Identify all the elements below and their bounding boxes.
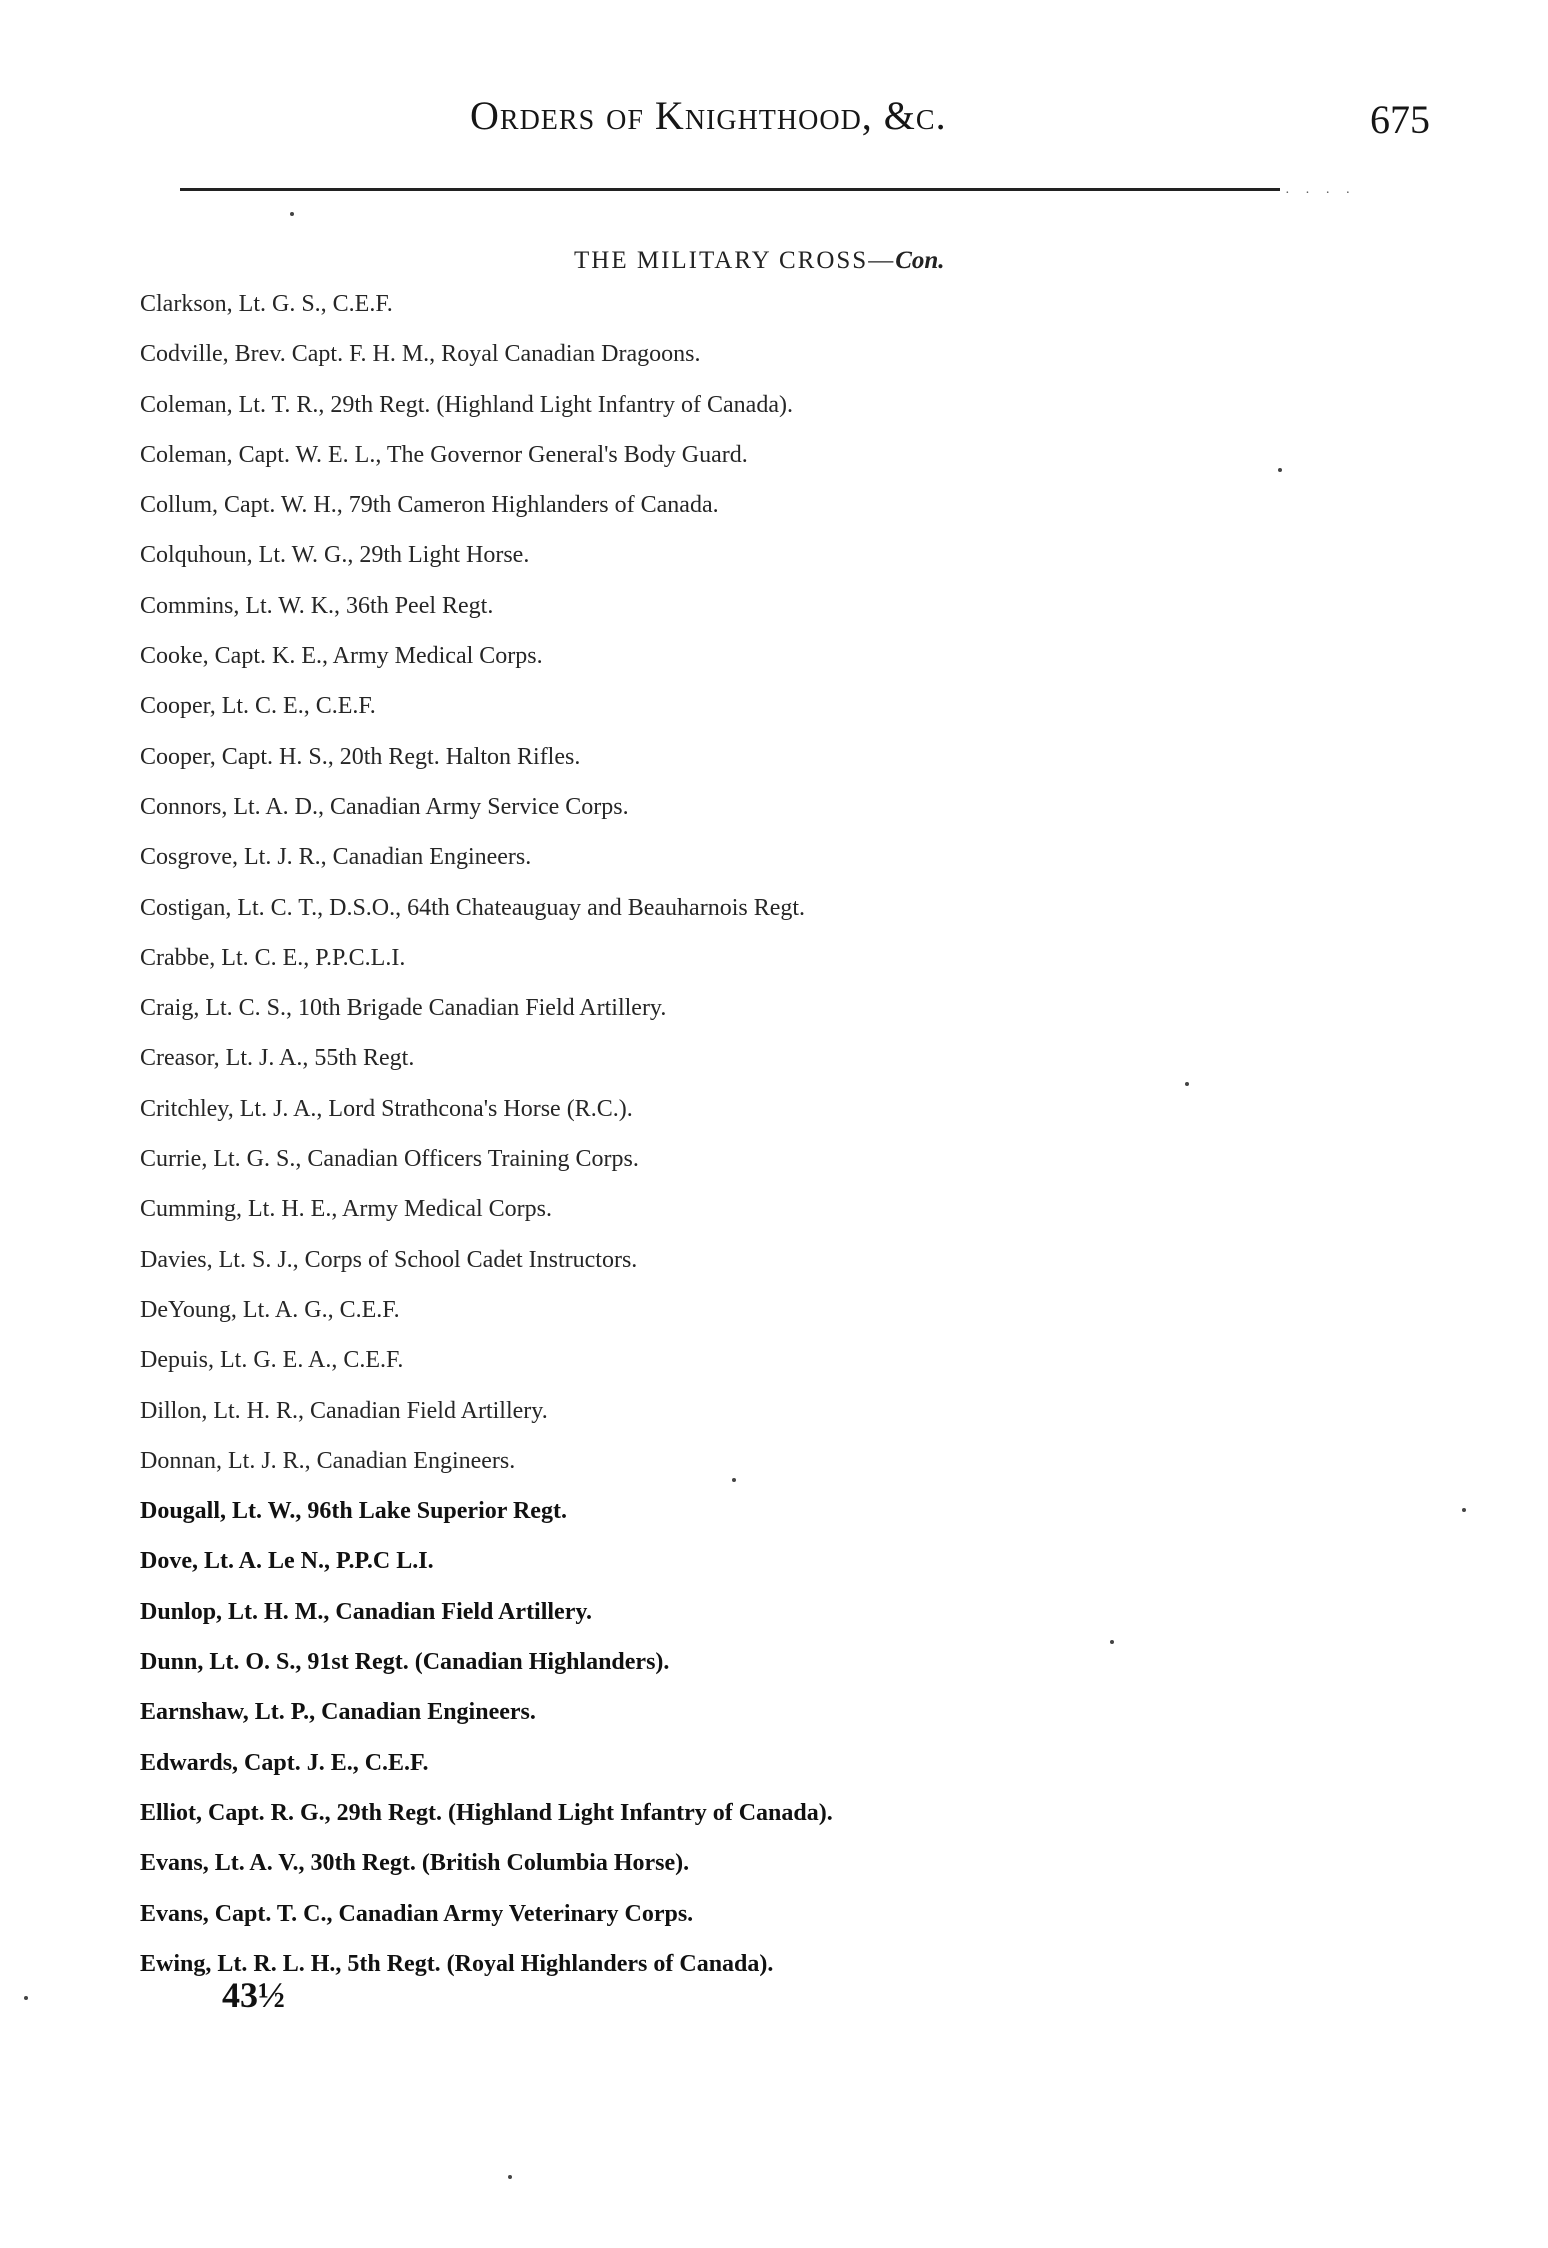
list-item: Clarkson, Lt. G. S., C.E.F. [140,291,393,317]
list-item: Cooper, Capt. H. S., 20th Regt. Halton Rifles. [140,743,581,770]
list-item: Donnan, Lt. J. R., Canadian Engineers. [140,1447,516,1474]
list-item: Cooper, Lt. C. E., C.E.F. [140,693,376,720]
header-rule-dots: · · · · [1285,186,1357,201]
list-item: Dove, Lt. A. Le N., P.P.C L.I. [140,1548,434,1575]
scan-speck [24,1996,28,2000]
scan-speck [290,212,294,216]
list-item: Ewing, Lt. R. L. H., 5th Regt. (Royal Highlanders of Canada). [140,1950,774,1977]
entry-list [140,284,1320,1994]
list-item: Costigan, Lt. C. T., D.S.O., 64th Chateauguay and Beauharnois Regt. [140,894,806,921]
list-item: Coleman, Capt. W. E. L., The Governor General's Body Guard. [140,441,748,468]
section-title-text: THE MILITARY CROSS— [574,247,896,274]
list-item: Elliot, Capt. R. G., 29th Regt. (Highland Light Infantry of Canada). [140,1799,833,1826]
scan-speck [1185,1082,1189,1086]
scan-speck [1110,1640,1114,1644]
scan-speck [508,2175,512,2179]
list-item: Earnshaw, Lt. P., Canadian Engineers. [140,1699,536,1726]
list-item: Creasor, Lt. J. A., 55th Regt. [140,1045,415,1072]
list-item: Edwards, Capt. J. E., C.E.F. [140,1749,429,1776]
list-item: Collum, Capt. W. H., 79th Cameron Highlanders of Canada. [140,492,719,519]
list-item: Coleman, Lt. T. R., 29th Regt. (Highland Light Infantry of Canada). [140,391,793,418]
scan-speck [1462,1508,1466,1512]
list-item: Colquhoun, Lt. W. G., 29th Light Horse. [140,542,530,569]
signature-mark: 43½ [222,1975,285,2015]
list-item: Connors, Lt. A. D., Canadian Army Service Corps. [140,793,629,820]
list-item: Codville, Brev. Capt. F. H. M., Royal Canadian Dragoons. [140,341,701,368]
list-item: Dillon, Lt. H. R., Canadian Field Artillery. [140,1397,548,1424]
list-item: Evans, Lt. A. V., 30th Regt. (British Columbia Horse). [140,1850,690,1877]
section-title [574,247,945,275]
list-item: Craig, Lt. C. S., 10th Brigade Canadian Field Artillery. [140,995,667,1022]
list-item: Dougall, Lt. W., 96th Lake Superior Regt. [140,1498,567,1525]
list-item: Dunlop, Lt. H. M., Canadian Field Artillery. [140,1598,593,1625]
list-item: DeYoung, Lt. A. G., C.E.F. [140,1296,400,1323]
list-item: Critchley, Lt. J. A., Lord Strathcona's Horse (R.C.). [140,1095,633,1122]
list-item: Crabbe, Lt. C. E., P.P.C.L.I. [140,944,406,971]
running-title: Orders of Knighthood, &c. [470,93,947,138]
page-number: 675 [1370,97,1430,142]
list-item: Cooke, Capt. K. E., Army Medical Corps. [140,643,543,670]
list-item: Cosgrove, Lt. J. R., Canadian Engineers. [140,844,532,871]
list-item: Currie, Lt. G. S., Canadian Officers Training Corps. [140,1146,639,1173]
list-item: Evans, Capt. T. C., Canadian Army Veterinary Corps. [140,1900,694,1927]
list-item: Davies, Lt. S. J., Corps of School Cadet Instructors. [140,1246,638,1273]
scan-speck [732,1478,736,1482]
list-item: Depuis, Lt. G. E. A., C.E.F. [140,1347,404,1374]
scan-speck [1278,468,1282,472]
header-rule [180,188,1280,191]
list-item: Commins, Lt. W. K., 36th Peel Regt. [140,592,494,619]
list-item: Dunn, Lt. O. S., 91st Regt. (Canadian Highlanders). [140,1649,670,1676]
section-continued-label: Con. [895,247,945,274]
list-item: Cumming, Lt. H. E., Army Medical Corps. [140,1196,552,1223]
